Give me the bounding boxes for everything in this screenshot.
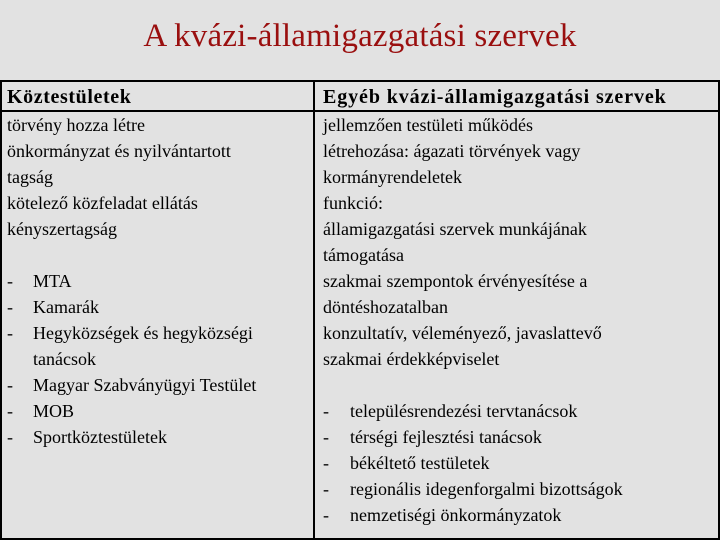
bullet-dash: -: [323, 479, 329, 499]
bullet-dash: -: [7, 401, 13, 421]
list-item: [7, 424, 313, 450]
text-line: kormányrendeletek: [323, 167, 462, 187]
bullet-dash: -: [7, 297, 13, 317]
list-item-text: térségi fejlesztési tanácsok: [350, 427, 542, 447]
list-item: [7, 294, 313, 320]
comparison-table: [0, 80, 720, 540]
column-body-left: [2, 112, 313, 450]
text-line: támogatása: [323, 245, 404, 265]
text-line: önkormányzat és nyilvántartott: [7, 141, 231, 161]
list-item-text: MOB: [33, 401, 75, 421]
text-line: államigazgatási szervek munkájának: [323, 219, 587, 239]
list-item: [7, 268, 313, 294]
page-title: A kvázi-államigazgatási szervek: [143, 18, 577, 54]
list-item-text: Hegyközségek és hegyközségi: [33, 323, 253, 343]
text-line: szakmai szempontok érvényesítése a: [323, 271, 588, 291]
bullet-dash: -: [7, 375, 13, 395]
bullet-list-right: [323, 398, 718, 528]
list-item-text: Kamarák: [33, 297, 99, 317]
list-item-text: Sportköztestületek: [33, 427, 167, 447]
column-koztestuletek: [2, 82, 315, 538]
list-item: [7, 398, 313, 424]
text-line: kötelező közfeladat ellátás: [7, 193, 198, 213]
spacer: [323, 372, 718, 398]
text-line: szakmai érdekképviselet: [323, 349, 500, 369]
spacer: [7, 242, 313, 268]
bullet-dash: -: [7, 427, 13, 447]
column-body-right: [315, 112, 718, 528]
bullet-dash: -: [323, 453, 329, 473]
list-item: [323, 398, 718, 424]
list-item: [7, 372, 313, 398]
list-item: [323, 476, 718, 502]
list-item: [7, 320, 313, 372]
list-item: [323, 502, 718, 528]
bullet-dash: -: [323, 427, 329, 447]
column-egyeb-szervek: [315, 82, 718, 538]
list-item-text: regionális idegenforgalmi bizottságok: [350, 479, 623, 499]
text-line: létrehozása: ágazati törvények vagy: [323, 141, 581, 161]
text-line: döntéshozatalban: [323, 297, 448, 317]
bullet-dash: -: [323, 505, 329, 525]
list-item-text: MTA: [33, 271, 72, 291]
bullet-dash: -: [323, 401, 329, 421]
column-header-left: Köztestületek: [2, 82, 313, 112]
text-line: törvény hozza létre: [7, 115, 145, 135]
bullet-list-left: [7, 268, 313, 450]
text-line: tagság: [7, 167, 53, 187]
list-item-text: Magyar Szabványügyi Testület: [33, 375, 257, 395]
list-item: [323, 450, 718, 476]
list-item-text: békéltető testületek: [350, 453, 490, 473]
list-item-text: településrendezési tervtanácsok: [350, 401, 578, 421]
text-line: funkció:: [323, 193, 383, 213]
list-item-text: tanácsok: [33, 349, 96, 369]
column-header-right: Egyéb kvázi-államigazgatási szervek: [315, 82, 718, 112]
text-line: kényszertagság: [7, 219, 117, 239]
bullet-dash: -: [7, 271, 13, 291]
bullet-dash: -: [7, 323, 13, 343]
text-line: konzultatív, véleményező, javaslattevő: [323, 323, 602, 343]
list-item: [323, 424, 718, 450]
text-line: jellemzően testületi működés: [323, 115, 533, 135]
list-item-text: nemzetiségi önkormányzatok: [350, 505, 562, 525]
